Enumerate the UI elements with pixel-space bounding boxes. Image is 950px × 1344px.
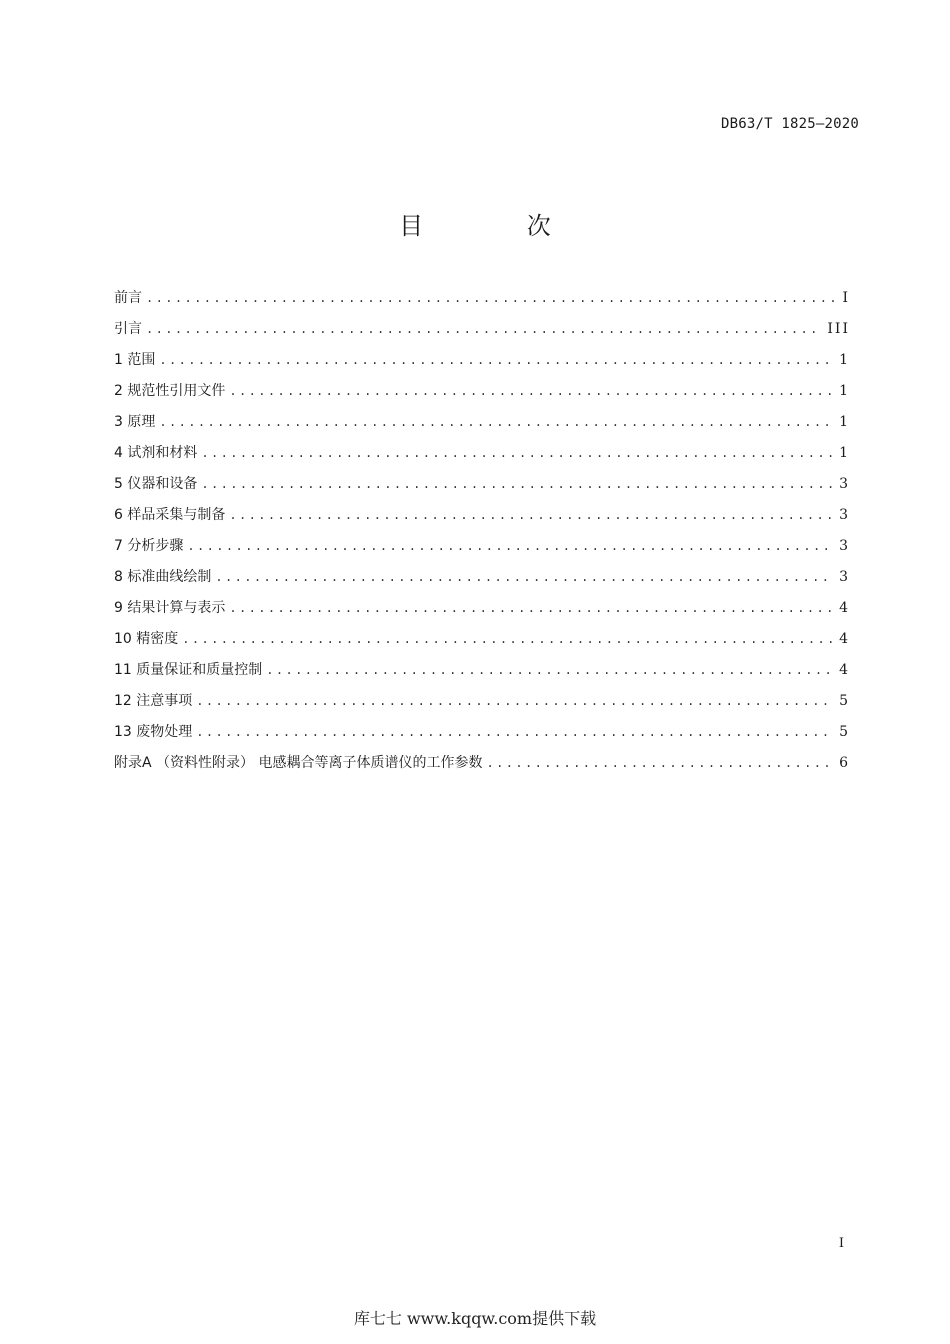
toc-entry-normative-references[interactable] (114, 380, 850, 411)
toc-entry-label: 前言 (114, 290, 142, 306)
dot-leader (266, 659, 833, 681)
toc-entry-label: 3 原理 (114, 414, 156, 430)
dot-leader (229, 380, 833, 402)
toc-entry-page: I (842, 290, 850, 306)
toc-entry-label: 7 分析步骤 (114, 538, 184, 554)
toc-entry-quality-control[interactable] (114, 659, 850, 690)
toc-entry-label: 4 试剂和材料 (114, 445, 198, 461)
toc-entry-appendix-a[interactable] (114, 752, 850, 783)
dot-leader (187, 535, 833, 557)
toc-entry-page: 4 (839, 662, 850, 678)
dot-leader (159, 349, 833, 371)
toc-entry-page: 4 (839, 631, 850, 647)
toc-entry-label: 13 废物处理 (114, 724, 193, 740)
toc-entry-label: 1 范围 (114, 352, 156, 368)
dot-leader (196, 690, 833, 712)
toc-entry-page: 1 (839, 414, 850, 430)
toc-entry-page: 5 (839, 693, 850, 709)
toc-entry-label: 附录A （资料性附录） 电感耦合等离子体质谱仪的工作参数 (114, 755, 483, 771)
toc-entry-page: 5 (839, 724, 850, 740)
dot-leader (146, 287, 836, 309)
table-of-contents (114, 287, 850, 783)
toc-entry-page: 3 (839, 507, 850, 523)
dot-leader (182, 628, 833, 650)
toc-entry-page: 4 (839, 600, 850, 616)
dot-leader (159, 411, 833, 433)
toc-entry-sampling[interactable] (114, 504, 850, 535)
toc-entry-calibration-curve[interactable] (114, 566, 850, 597)
dot-leader (196, 721, 833, 743)
dot-leader (146, 318, 821, 340)
toc-entry-page: 3 (839, 538, 850, 554)
toc-entry-scope[interactable] (114, 349, 850, 380)
toc-entry-label: 11 质量保证和质量控制 (114, 662, 263, 678)
toc-entry-page: 1 (839, 445, 850, 461)
toc-entry-label: 10 精密度 (114, 631, 179, 647)
dot-leader (201, 473, 833, 495)
toc-entry-page: 1 (839, 352, 850, 368)
toc-entry-label: 6 样品采集与制备 (114, 507, 226, 523)
toc-entry-page: 3 (839, 569, 850, 585)
toc-entry-notes[interactable] (114, 690, 850, 721)
page-title: 目 次 (399, 212, 599, 240)
toc-entry-label: 12 注意事项 (114, 693, 193, 709)
download-watermark: 库七七 www.kqqw.com提供下载 (353, 1309, 597, 1328)
toc-entry-introduction[interactable] (114, 318, 850, 349)
toc-entry-page: 1 (839, 383, 850, 399)
toc-entry-label: 9 结果计算与表示 (114, 600, 226, 616)
dot-leader (215, 566, 833, 588)
toc-entry-reagents[interactable] (114, 442, 850, 473)
document-code: DB63/T 1825—2020 (720, 116, 859, 132)
toc-entry-page: 3 (839, 476, 850, 492)
page-number: I (838, 1236, 844, 1251)
dot-leader (486, 752, 833, 774)
toc-entry-principle[interactable] (114, 411, 850, 442)
toc-entry-label: 5 仪器和设备 (114, 476, 198, 492)
toc-entry-label: 8 标准曲线绘制 (114, 569, 212, 585)
dot-leader (229, 504, 833, 526)
toc-entry-precision[interactable] (114, 628, 850, 659)
toc-entry-label: 2 规范性引用文件 (114, 383, 226, 399)
toc-entry-foreword[interactable] (114, 287, 850, 318)
toc-entry-page: III (827, 321, 850, 337)
toc-entry-analysis-steps[interactable] (114, 535, 850, 566)
dot-leader (201, 442, 833, 464)
toc-entry-instruments[interactable] (114, 473, 850, 504)
toc-entry-page: 6 (839, 755, 850, 771)
toc-entry-label: 引言 (114, 321, 142, 337)
toc-entry-waste-disposal[interactable] (114, 721, 850, 752)
dot-leader (229, 597, 833, 619)
toc-entry-results[interactable] (114, 597, 850, 628)
